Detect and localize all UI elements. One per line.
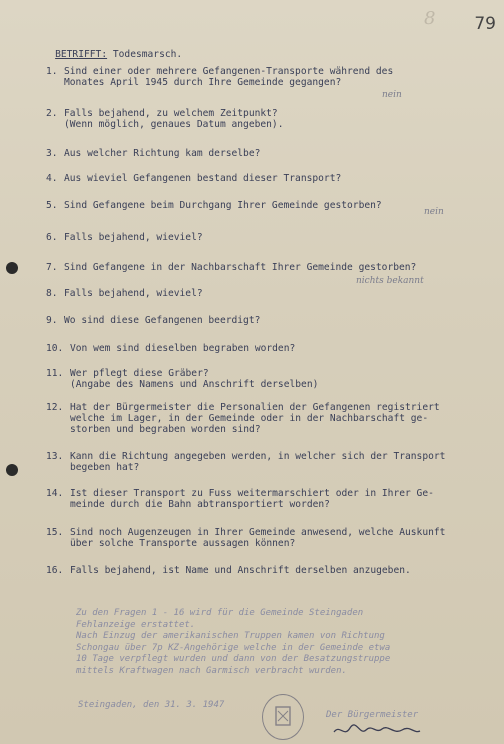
question-line: Sind Gefangene beim Durchgang Ihrer Gemeinde gestorben?	[64, 200, 382, 211]
question-item	[46, 527, 446, 549]
question-line: Sind einer oder mehrere Gefangenen-Transporte während des	[64, 66, 394, 77]
question-number: 11.	[46, 368, 64, 379]
question-number: 8.	[46, 288, 58, 299]
question-line: Ist dieser Transport zu Fuss weitermarschiert oder in Ihrer Ge-	[70, 488, 434, 499]
question-number: 15.	[46, 527, 64, 538]
question-line: Kann die Richtung angegeben werden, in welcher sich der Transport	[70, 451, 446, 462]
question-item	[46, 262, 417, 273]
question-item	[46, 451, 446, 473]
question-number: 10.	[46, 343, 64, 354]
question-line: (Angabe des Namens und Anschrift derselben)	[70, 379, 319, 390]
question-line: Wo sind diese Gefangenen beerdigt?	[64, 315, 261, 326]
question-line: Von wem sind dieselben begraben worden?	[70, 343, 296, 354]
question-line: Falls bejahend, zu welchem Zeitpunkt?	[64, 108, 278, 119]
remark-line: 10 Tage verpflegt wurden und dann von der Besatzungstruppe	[76, 654, 391, 664]
question-line: Falls bejahend, wieviel?	[64, 232, 203, 243]
question-line: Monates April 1945 durch Ihre Gemeinde gegangen?	[64, 77, 342, 88]
question-number: 6.	[46, 232, 58, 243]
question-number: 16.	[46, 565, 64, 576]
question-number: 1.	[46, 66, 58, 77]
signature-scribble-icon	[332, 722, 422, 740]
subject-text: Todesmarsch.	[107, 49, 183, 60]
question-item	[46, 173, 342, 184]
question-line: Sind Gefangene in der Nachbarschaft Ihrer Gemeinde gestorben?	[64, 262, 417, 273]
question-line: Falls bejahend, wieviel?	[64, 288, 203, 299]
question-number: 5.	[46, 200, 58, 211]
signature-title: Der Bürgermeister	[326, 710, 419, 720]
question-number: 7.	[46, 262, 58, 273]
remark-line: mittels Kraftwagen nach Garmisch verbracht wurden.	[76, 665, 347, 676]
question-item	[46, 565, 411, 576]
question-number: 12.	[46, 402, 64, 413]
question-item	[46, 288, 203, 299]
question-line: storben und begraben worden sind?	[70, 424, 261, 435]
question-number: 9.	[46, 315, 58, 326]
question-line: meinde durch die Bahn abtransportiert worden?	[70, 499, 330, 510]
question-item	[46, 368, 319, 390]
question-item	[46, 315, 261, 326]
punch-hole-top	[6, 262, 18, 274]
pencil-annotation: 8	[424, 8, 436, 29]
place-date: Steingaden, den 31. 3. 1947	[78, 700, 225, 710]
seal-emblem-icon	[263, 695, 303, 739]
question-number: 13.	[46, 451, 64, 462]
question-item	[46, 488, 434, 510]
official-seal	[262, 694, 304, 740]
question-item	[46, 66, 394, 88]
question-line: welche im Lager, in der Gemeinde oder in der Nachbarschaft ge-	[70, 413, 429, 424]
question-number: 14.	[46, 488, 64, 499]
question-item	[46, 200, 382, 211]
question-line: Hat der Bürgermeister die Personalien der Gefangenen registriert	[70, 402, 440, 413]
question-line: Sind noch Augenzeugen in Ihrer Gemeinde anwesend, welche Auskunft	[70, 527, 446, 538]
question-line: Aus welcher Richtung kam derselbe?	[64, 148, 261, 159]
question-number: 2.	[46, 108, 58, 119]
subject-label: BETRIFFT:	[55, 49, 108, 60]
answer-q5: nein	[424, 207, 444, 217]
question-line: Aus wieviel Gefangenen bestand dieser Transport?	[64, 173, 342, 184]
question-line: Falls bejahend, ist Name und Anschrift derselben anzugeben.	[70, 565, 411, 576]
remark-line: Nach Einzug der amerikanischen Truppen kamen von Richtung	[76, 631, 385, 641]
question-number: 4.	[46, 173, 58, 184]
question-item	[46, 148, 261, 159]
answer-q1: nein	[382, 90, 402, 100]
question-item	[46, 108, 284, 130]
question-number: 3.	[46, 148, 58, 159]
question-item	[46, 232, 203, 243]
remark-line: Zu den Fragen 1 - 16 wird für die Gemeinde Steingaden	[76, 608, 364, 618]
remark-line: Fehlanzeige erstattet.	[76, 619, 196, 630]
answer-q7: nichts bekannt	[356, 276, 424, 286]
page-number: 79	[474, 14, 496, 34]
question-line: über solche Transporte aussagen können?	[70, 538, 296, 549]
question-line: (Wenn möglich, genaues Datum angeben).	[64, 119, 284, 130]
signature	[332, 722, 422, 744]
question-item	[46, 402, 440, 435]
remark-line: Schongau über 7p KZ-Angehörige welche in der Gemeinde etwa	[76, 642, 391, 653]
question-line: Wer pflegt diese Gräber?	[70, 368, 209, 379]
question-line: begeben hat?	[70, 462, 140, 473]
punch-hole-bottom	[6, 464, 18, 476]
question-item	[46, 343, 296, 354]
